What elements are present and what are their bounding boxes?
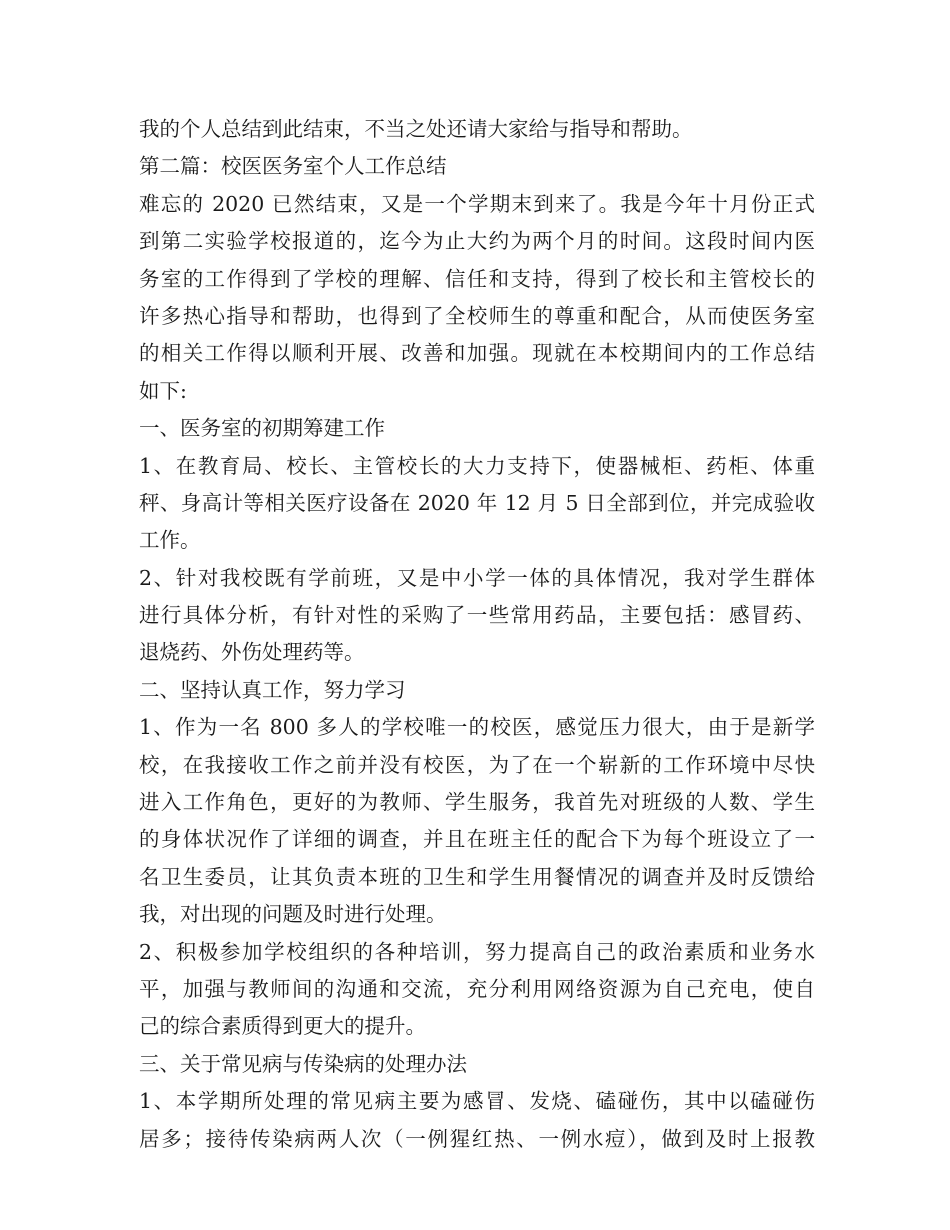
- text-line: 2、针对我校既有学前班，又是中小学一体的具体情况，我对学生群体: [139, 565, 815, 590]
- text-line: 务室的工作得到了学校的理解、信任和支持，得到了校长和主管校长的: [139, 266, 815, 291]
- text-line: 平，加强与教师间的沟通和交流，充分利用网络资源为自己充电，使自: [139, 976, 815, 1001]
- document-body: [139, 111, 815, 1158]
- text-line: 许多热心指导和帮助，也得到了全校师生的尊重和配合，从而使医务室: [139, 303, 815, 328]
- text-line: 三、关于常见病与传染病的处理办法: [139, 1051, 467, 1076]
- text-line: 名卫生委员，让其负责本班的卫生和学生用餐情况的调查并及时反馈给: [139, 864, 815, 889]
- text-line: 我，对出现的问题及时进行处理。: [139, 902, 447, 927]
- text-line: 1、本学期所处理的常见病主要为感冒、发烧、磕碰伤，其中以磕碰伤: [139, 1089, 815, 1114]
- text-line: 的身体状况作了详细的调查，并且在班主任的配合下为每个班设立了一: [139, 827, 815, 852]
- text-line: 到第二实验学校报道的，迄今为止大约为两个月的时间。这段时间内医: [139, 229, 815, 254]
- text-line: 第二篇：校医医务室个人工作总结: [139, 154, 447, 179]
- text-line: 工作。: [139, 528, 201, 553]
- text-line: 我的个人总结到此结束，不当之处还请大家给与指导和帮助。: [139, 117, 693, 141]
- text-line: 1、作为一名 800 多人的学校唯一的校医，感觉压力很大，由于是新学: [139, 715, 815, 740]
- text-line: 己的综合素质得到更大的提升。: [139, 1014, 426, 1039]
- text-line: 二、坚持认真工作，努力学习: [139, 677, 406, 702]
- text-line: 居多；接待传染病两人次（一例猩红热、一例水痘），做到及时上报教: [139, 1126, 815, 1151]
- text-line: 一、医务室的初期筹建工作: [139, 416, 385, 441]
- text-line: 进入工作角色，更好的为教师、学生服务，我首先对班级的人数、学生: [139, 790, 815, 815]
- text-line: 秤、身高计等相关医疗设备在 2020 年 12 月 5 日全部到位，并完成验收: [139, 490, 815, 515]
- text-line: 1、在教育局、校长、主管校长的大力支持下，使器械柜、药柜、体重: [139, 453, 815, 478]
- text-line: 2、积极参加学校组织的各种培训，努力提高自己的政治素质和业务水: [139, 939, 815, 964]
- text-line: 进行具体分析，有针对性的采购了一些常用药品，主要包括：感冒药、: [139, 603, 815, 628]
- text-line: 退烧药、外伤处理药等。: [139, 640, 365, 665]
- text-line: 如下:: [139, 378, 187, 403]
- text-line: 难忘的 2020 已然结束，又是一个学期末到来了。我是今年十月份正式: [139, 191, 815, 216]
- text-line: 校，在我接收工作之前并没有校医，为了在一个崭新的工作环境中尽快: [139, 752, 815, 777]
- text-line: 的相关工作得以顺利开展、改善和加强。现就在本校期间内的工作总结: [139, 341, 815, 366]
